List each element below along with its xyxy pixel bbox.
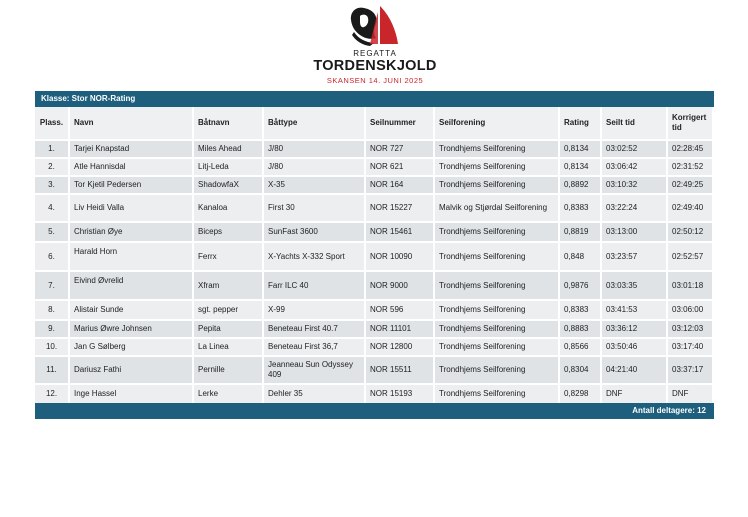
col-header-seilt-tid: Seilt tid [602,107,668,139]
cell-korrigert: DNF [668,383,714,403]
cell-rating: 0,8566 [560,337,602,355]
cell-plass: 11. [35,355,70,383]
table-row [35,175,714,193]
cell-seilnummer: NOR 15193 [366,383,435,403]
cell-plass: 9. [35,319,70,337]
col-header-korrigert-tid: Korrigert tid [668,107,714,139]
cell-seilnummer: NOR 596 [366,299,435,319]
cell-battype: Beneteau First 40.7 [264,319,366,337]
table-row [35,157,714,175]
cell-seilt: 03:02:52 [602,139,668,157]
results-sheet [35,91,714,419]
cell-plass: 6. [35,241,70,270]
col-header-seilforening: Seilforening [435,107,560,139]
cell-battype: Jeanneau Sun Odyssey 409 [264,355,366,383]
cell-batnavn: Pepita [194,319,264,337]
cell-seilforening: Trondhjems Seilforening [435,221,560,241]
cell-battype: X-35 [264,175,366,193]
cell-seilt: 03:06:42 [602,157,668,175]
cell-seilnummer: NOR 15227 [366,193,435,221]
participants-count: Antall deltagere: 12 [35,403,714,419]
cell-seilnummer: NOR 10090 [366,241,435,270]
cell-plass: 4. [35,193,70,221]
cell-korrigert: 02:31:52 [668,157,714,175]
cell-rating: 0,8383 [560,299,602,319]
cell-plass: 3. [35,175,70,193]
cell-seilt: 03:10:32 [602,175,668,193]
cell-plass: 5. [35,221,70,241]
cell-batnavn: Xfram [194,270,264,299]
cell-battype: J/80 [264,139,366,157]
cell-korrigert: 03:06:00 [668,299,714,319]
table-row [35,383,714,403]
cell-seilforening: Trondhjems Seilforening [435,299,560,319]
cell-navn: Atle Hannisdal [70,157,194,175]
logo-subtitle: SKANSEN 14. JUNI 2025 [326,76,424,85]
cell-battype: Farr ILC 40 [264,270,366,299]
cell-batnavn: Pernille [194,355,264,383]
cell-seilt: 03:03:35 [602,270,668,299]
header-row [35,107,714,139]
cell-seilforening: Trondhjems Seilforening [435,270,560,299]
cell-seilnummer: NOR 15461 [366,221,435,241]
table-row [35,221,714,241]
cell-seilt: 03:50:46 [602,337,668,355]
table-row [35,193,714,221]
cell-rating: 0,8883 [560,319,602,337]
cell-navn: Liv Heidi Valla [70,193,194,221]
cell-batnavn: sgt. pepper [194,299,264,319]
table-row [35,139,714,157]
cell-seilt: 03:36:12 [602,319,668,337]
cell-battype: X-99 [264,299,366,319]
cell-seilnummer: NOR 164 [366,175,435,193]
cell-navn: Marius Øwre Johnsen [70,319,194,337]
cell-batnavn: Biceps [194,221,264,241]
cell-plass: 8. [35,299,70,319]
cell-seilforening: Malvik og Stjørdal Seilforening [435,193,560,221]
cell-battype: First 30 [264,193,366,221]
cell-batnavn: Lerke [194,383,264,403]
cell-navn: Eivind Øvrelid [70,270,194,299]
cell-rating: 0,8134 [560,139,602,157]
cell-seilt: DNF [602,383,668,403]
sailboat-portrait-icon [340,2,410,50]
cell-plass: 10. [35,337,70,355]
results-table [35,107,714,403]
cell-korrigert: 02:50:12 [668,221,714,241]
cell-rating: 0,8304 [560,355,602,383]
cell-plass: 2. [35,157,70,175]
cell-rating: 0,8134 [560,157,602,175]
cell-navn: Inge Hassel [70,383,194,403]
cell-battype: X-Yachts X-332 Sport [264,241,366,270]
cell-korrigert: 02:49:25 [668,175,714,193]
cell-plass: 12. [35,383,70,403]
cell-seilt: 04:21:40 [602,355,668,383]
logo-event-name: TORDENSKJOLD [313,58,437,74]
cell-battype: Dehler 35 [264,383,366,403]
cell-seilforening: Trondhjems Seilforening [435,157,560,175]
table-row [35,319,714,337]
cell-seilnummer: NOR 727 [366,139,435,157]
cell-seilforening: Trondhjems Seilforening [435,139,560,157]
cell-korrigert: 02:49:40 [668,193,714,221]
cell-seilforening: Trondhjems Seilforening [435,383,560,403]
cell-batnavn: Kanaloa [194,193,264,221]
table-row [35,270,714,299]
cell-plass: 1. [35,139,70,157]
cell-korrigert: 03:01:18 [668,270,714,299]
cell-seilforening: Trondhjems Seilforening [435,175,560,193]
cell-plass: 7. [35,270,70,299]
col-header-batnavn: Båtnavn [194,107,264,139]
cell-battype: J/80 [264,157,366,175]
cell-korrigert: 02:28:45 [668,139,714,157]
cell-korrigert: 03:12:03 [668,319,714,337]
cell-battype: Beneteau First 36,7 [264,337,366,355]
cell-seilforening: Trondhjems Seilforening [435,355,560,383]
cell-seilforening: Trondhjems Seilforening [435,241,560,270]
cell-navn: Tarjei Knapstad [70,139,194,157]
cell-batnavn: ShadowfaX [194,175,264,193]
cell-rating: 0,848 [560,241,602,270]
cell-batnavn: Ferrx [194,241,264,270]
cell-navn: Tor Kjetil Pedersen [70,175,194,193]
cell-seilforening: Trondhjems Seilforening [435,319,560,337]
cell-rating: 0,8819 [560,221,602,241]
regatta-logo [300,2,450,90]
col-header-seilnummer: Seilnummer [366,107,435,139]
class-header: Klasse: Stor NOR-Rating [35,91,714,107]
cell-seilt: 03:41:53 [602,299,668,319]
cell-battype: SunFast 3600 [264,221,366,241]
cell-seilnummer: NOR 15511 [366,355,435,383]
cell-navn: Jan G Sølberg [70,337,194,355]
cell-batnavn: La Linea [194,337,264,355]
cell-rating: 0,8298 [560,383,602,403]
cell-seilnummer: NOR 12800 [366,337,435,355]
table-row [35,355,714,383]
col-header-plass: Plass. [35,107,70,139]
cell-batnavn: Litj-Leda [194,157,264,175]
logo-regatta-text: REGATTA [353,49,397,58]
cell-seilnummer: NOR 621 [366,157,435,175]
cell-korrigert: 02:52:57 [668,241,714,270]
cell-seilnummer: NOR 9000 [366,270,435,299]
cell-rating: 0,8383 [560,193,602,221]
cell-seilforening: Trondhjems Seilforening [435,337,560,355]
cell-korrigert: 03:37:17 [668,355,714,383]
cell-navn: Harald Horn [70,241,194,270]
table-row [35,299,714,319]
cell-batnavn: Miles Ahead [194,139,264,157]
cell-korrigert: 03:17:40 [668,337,714,355]
cell-seilt: 03:13:00 [602,221,668,241]
cell-rating: 0,8892 [560,175,602,193]
cell-navn: Dariusz Fathi [70,355,194,383]
table-row [35,337,714,355]
cell-navn: Christian Øye [70,221,194,241]
cell-seilt: 03:22:24 [602,193,668,221]
col-header-rating: Rating [560,107,602,139]
col-header-navn: Navn [70,107,194,139]
cell-seilt: 03:23:57 [602,241,668,270]
cell-navn: Alistair Sunde [70,299,194,319]
cell-rating: 0,9876 [560,270,602,299]
col-header-battype: Båttype [264,107,366,139]
cell-seilnummer: NOR 11101 [366,319,435,337]
table-row [35,241,714,270]
